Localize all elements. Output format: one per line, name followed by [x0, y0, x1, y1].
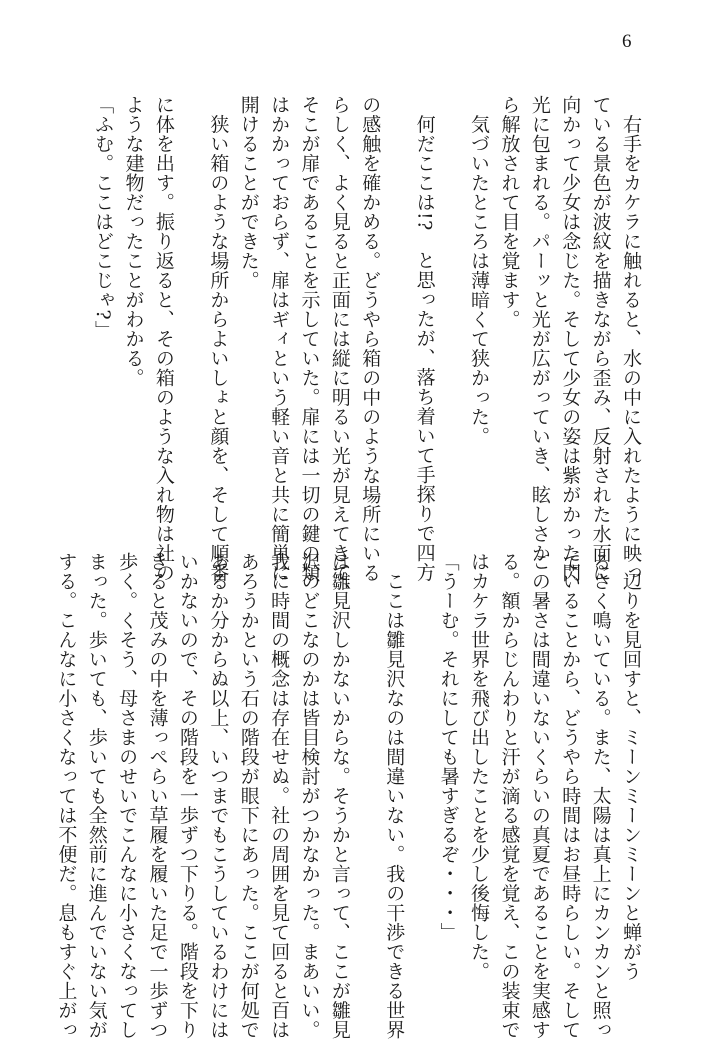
- text-line: 右手をカケラに触れると、水の中に入れたように映っ: [620, 95, 642, 583]
- text-line: らしく、よく見ると正面には縦に明るい光が見えてきて、: [328, 95, 351, 602]
- page-number: 6: [622, 31, 632, 52]
- text-line: 何だここは!? と思ったが、落ち着いて手探りで四方: [413, 95, 436, 582]
- text-line: 沢のどこなのかは皆目検討がつかなかった。まあいい。: [298, 552, 321, 1040]
- text-line: る。額からじんわりと汗が滴る感覚を覚え、この装束で: [498, 552, 521, 1040]
- text-line: きると茂みの中を薄っぺらい草履を履いた足で一歩ずつ: [146, 552, 169, 1040]
- text-line: 開けることができた。: [237, 95, 260, 290]
- text-line: の感触を確かめる。どうやら箱の中のような場所にいる: [359, 95, 382, 583]
- text-line: はカケラ世界を飛び出したことを少し後悔した。: [468, 552, 491, 981]
- text-line: 我に時間の概念は存在せぬ。社の周囲を見て回ると百は: [268, 552, 291, 1040]
- text-line: いかないので、その階段を一歩ずつ下りる。階段を下り: [176, 552, 199, 1040]
- text-line: るさく鳴いている。また、太陽は真上にカンカンと照っ: [589, 552, 612, 1040]
- text-line: 向かって少女は念じた。そして少女の姿は紫がかった閃: [559, 95, 582, 583]
- text-line: そこが扉であることを示していた。扉には一切の鍵の類: [298, 95, 321, 583]
- text-line: 狭い箱のような場所からよいしょと顔を、そして順番: [207, 95, 230, 583]
- text-line: ていることから、どうやら時間はお昼時らしい。そして: [559, 552, 582, 1040]
- text-line: ら解放されて目を覚ます。: [498, 95, 521, 329]
- text-line: 気づいたところは薄暗くて狭かった。: [468, 95, 491, 446]
- text-line: あるか分からぬ以上、いつまでもこうしているわけには: [207, 552, 230, 1040]
- text-line: この暑さは間違いないくらいの真夏であることを実感す: [528, 552, 551, 1040]
- text-line: に体を出す。振り返ると、その箱のような入れ物は社の: [152, 95, 175, 583]
- text-line: 辺りを見回すと、ミーンミーンミーンと蝉がう: [620, 552, 642, 981]
- text-line: ここは雛見沢なのは間違いない。我の干渉できる世界: [383, 552, 406, 1040]
- text-block-bottom: [55, 552, 646, 1040]
- text-line: はかかっておらず、扉はギィという軽い音と共に簡単に: [268, 95, 291, 583]
- text-line: は雛見沢しかないからな。そうかと言って、ここが雛見: [328, 552, 351, 1040]
- text-line: あろうかという石の階段が眼下にあった。ここが何処で: [237, 552, 260, 1040]
- text-line: する。こんなに小さくなっては不便だ。息もすぐ上がっ: [55, 552, 78, 1040]
- text-line: まった。歩いても、歩いても全然前に進んでいない気が: [85, 552, 108, 1040]
- text-block-top: [76, 95, 646, 602]
- text-line: 「うーむ。それにしても暑すぎるぞ・・・」: [437, 552, 460, 942]
- text-line: 「ふむ。ここはどこじゃ?」: [92, 95, 115, 340]
- text-line: 歩く。くそう、母さまのせいでこんなに小さくなってし: [116, 552, 139, 1040]
- text-line: ている景色が波紋を描きながら歪み、反射された水面に: [589, 95, 612, 583]
- text-line: 光に包まれる。パーッと光が広がっていき、眩しさか: [528, 95, 551, 563]
- text-line: ような建物だったことがわかる。: [122, 95, 145, 388]
